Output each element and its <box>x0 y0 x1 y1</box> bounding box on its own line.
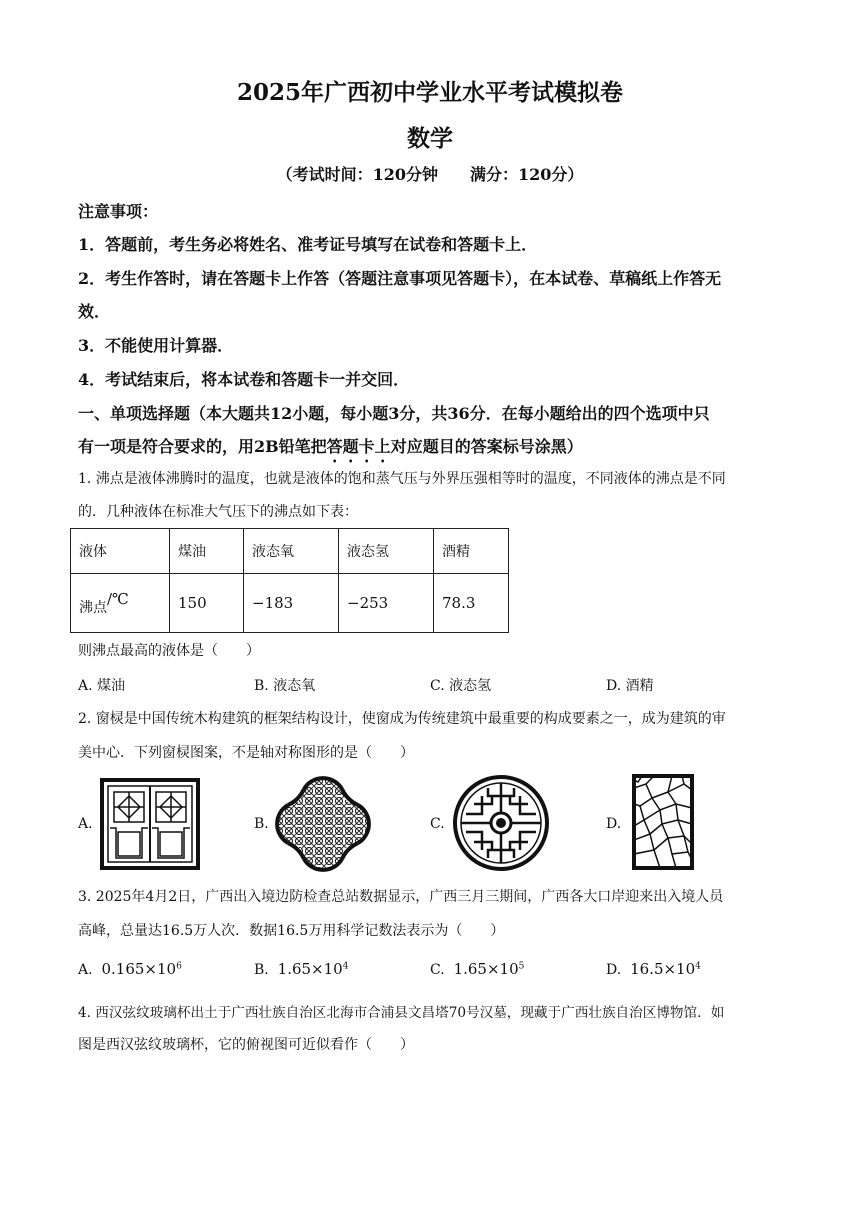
q1-line2: 的．几种液体在标准大气压下的沸点如下表： <box>78 504 358 520</box>
option-label: A. <box>78 962 93 978</box>
q2-line1: 2. 窗棂是中国传统木构建筑的框架结构设计，使窗成为传统建筑中最重要的构成要素之一，成为建筑的审 <box>78 711 726 727</box>
q4-line1: 4. 西汉弦纹玻璃杯出土于广西壮族自治区北海市合浦县文昌塔70号汉墓，现藏于广西壮族自治区博物馆．如 <box>78 1005 725 1021</box>
q3-option-c <box>430 960 524 978</box>
option-label: D. <box>606 962 622 978</box>
subject-title: 数学 <box>407 125 453 152</box>
row-unit: /℃ <box>107 590 129 608</box>
q4-line2: 图是西汉弦纹玻璃杯，它的俯视图可近似看作（ ） <box>78 1037 414 1053</box>
lattice-pattern-a-image <box>100 778 200 870</box>
q2-line2: 美中心．下列窗棂图案，不是轴对称图形的是（ ） <box>78 745 414 761</box>
option-base: 1.65×10 <box>453 960 519 978</box>
q2-label-b: B. <box>254 816 269 832</box>
section1-line2 <box>78 434 583 466</box>
table-cell: 150 <box>170 574 244 633</box>
q2-label-a: A. <box>78 816 93 832</box>
emphasis-text: 答题卡上 <box>326 437 391 456</box>
option-exponent: 4 <box>342 961 349 972</box>
table-cell <box>71 574 170 633</box>
note-2-cont: 效． <box>78 302 111 321</box>
q3-option-b <box>254 960 348 978</box>
boiling-point-table <box>70 528 509 633</box>
note-3: 3．不能使用计算器． <box>78 336 234 355</box>
lattice-pattern-b-image <box>274 776 372 872</box>
q1-line1: 1. 沸点是液体沸腾时的温度，也就是液体的饱和蒸气压与外界压强相等时的温度，不同液体的沸点是不同 <box>78 471 726 487</box>
option-exponent: 4 <box>695 961 701 972</box>
row-label: 沸点 <box>79 600 107 616</box>
q2-label-c: C. <box>430 816 445 832</box>
option-exponent: 5 <box>518 961 525 972</box>
q1-option-d: D. 酒精 <box>606 678 654 694</box>
section1-line1: 一、单项选择题（本大题共12小题，每小题3分，共36分．在每小题给出的四个选项中只 <box>78 404 710 423</box>
notes-heading: 注意事项： <box>78 202 159 221</box>
q3-line2: 高峰，总量达16.5万人次．数据16.5万用科学记数法表示为（ ） <box>78 923 505 939</box>
section1-line2-post: 对应题目的答案标号涂黑） <box>390 437 583 456</box>
q1-option-b: B. 液态氧 <box>254 678 316 694</box>
table-cell: −253 <box>339 574 434 633</box>
q1-question: 则沸点最高的液体是（ ） <box>78 643 260 659</box>
table-header-row <box>71 529 509 574</box>
option-exponent: 6 <box>176 961 182 972</box>
note-4: 4．考试结束后，将本试卷和答题卡一并交回． <box>78 370 410 389</box>
lattice-pattern-d-image <box>632 774 694 870</box>
table-cell: 液态氢 <box>339 529 434 574</box>
option-base: 0.165×10 <box>101 960 177 978</box>
table-cell: 液态氧 <box>244 529 339 574</box>
option-base: 16.5×10 <box>630 960 696 978</box>
option-label: C. <box>430 962 445 978</box>
table-row <box>71 574 509 633</box>
table-cell: 78.3 <box>434 574 509 633</box>
exam-title: 2025年广西初中学业水平考试模拟卷 <box>236 79 623 106</box>
q3-line1: 3. 2025年4月2日，广西出入境边防检查总站数据显示，广西三月三期间，广西各大口岸迎来出入境人员 <box>78 889 724 905</box>
q3-option-a <box>78 960 182 978</box>
option-label: B. <box>254 962 269 978</box>
q2-label-d: D. <box>606 816 622 832</box>
table-cell: −183 <box>244 574 339 633</box>
table-cell: 液体 <box>71 529 170 574</box>
q1-option-c: C. 液态氢 <box>430 678 492 694</box>
table-cell: 煤油 <box>170 529 244 574</box>
section1-line2-pre: 有一项是符合要求的，用2B铅笔把 <box>78 437 327 456</box>
lattice-pattern-c-image <box>452 774 550 872</box>
exam-info: （考试时间：120分钟 满分：120分） <box>276 165 584 184</box>
note-1: 1．答题前，考生务必将姓名、准考证号填写在试卷和答题卡上． <box>78 235 538 254</box>
q3-option-d <box>606 960 701 978</box>
option-base: 1.65×10 <box>277 960 343 978</box>
q1-option-a: A. 煤油 <box>78 678 126 694</box>
table-cell: 酒精 <box>434 529 509 574</box>
note-2: 2．考生作答时，请在答题卡上作答（答题注意事项见答题卡），在本试卷、草稿纸上作答无 <box>78 269 722 288</box>
